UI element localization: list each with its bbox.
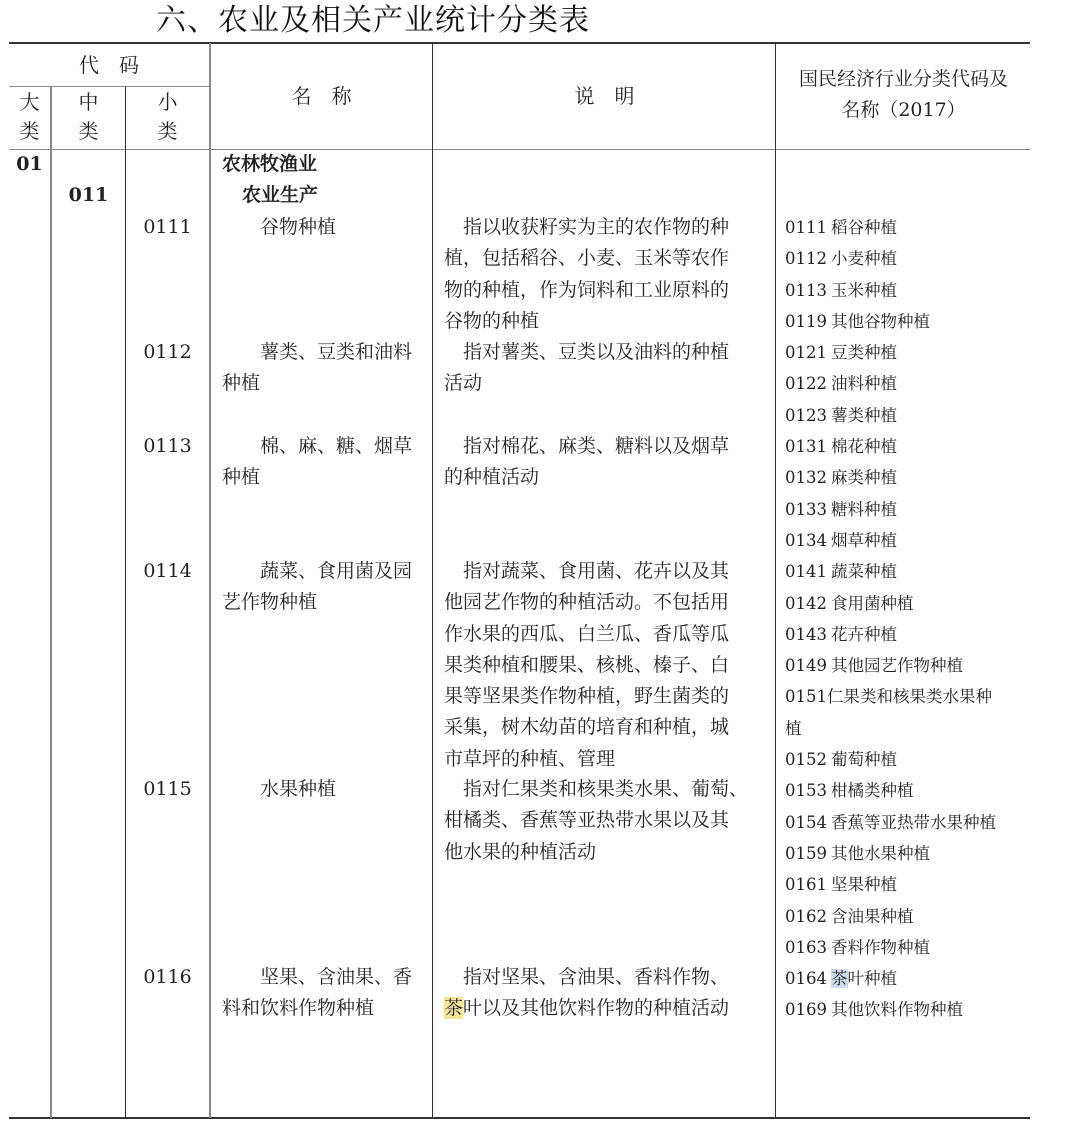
industry-name: 含油果种植 [831,906,914,926]
industry-code-item [785,462,1025,493]
col-divider-desc [775,43,776,1118]
header-name: 名 称 [291,84,352,108]
description-line: 他水果的种植活动 [444,840,597,863]
industry-code: 0132 [785,468,827,488]
industry-name: 其他谷物种植 [831,311,930,331]
industry-name: 香料作物种植 [831,937,930,957]
industry-code: 0122 [785,374,827,394]
medium-code: 011 [68,184,109,206]
header-medium-line1: 中 [78,90,99,114]
minor-name [222,962,424,1025]
industry-code-item [785,963,1025,994]
description-line: 指对仁果类和核果类水果、葡萄、 [463,778,749,800]
industry-name: 糖料种植 [831,499,897,519]
industry-code-item [785,243,1025,274]
industry-name-continued: 植 [785,718,802,738]
industry-code-item [785,588,1025,619]
description-line: 柑橘类、香蕉等亚热带水果以及其 [444,809,730,832]
description-line [444,993,769,1024]
description-line: 指对棉花、麻类、糖料以及烟草 [463,435,730,457]
description-line: 指对蔬菜、食用菌、花卉以及其 [463,560,730,582]
minor-description [444,212,769,337]
description-line: 植，包括稻谷、小麦、玉米等农作 [444,247,730,270]
industry-name: 其他水果种植 [831,843,930,863]
industry-code-item [785,556,1025,587]
industry-code: 0143 [785,624,827,644]
header-industry [777,64,1030,126]
minor-name-line: 种植 [222,372,261,395]
minor-description [444,556,769,775]
industry-name: 烟草种植 [831,530,897,550]
industry-code: 0111 [785,218,827,237]
industry-code-item [785,212,1025,243]
industry-code-item [785,932,1025,963]
text-highlight[interactable]: 茶 [444,997,464,1020]
industry-code-item [785,744,1025,775]
industry-code-item [785,525,1025,556]
industry-code-item [785,775,1025,806]
industry-name: 坚果种植 [831,875,897,895]
industry-code-item [785,306,1025,337]
page-title [0,0,1076,42]
industry-code: 0131 [785,437,827,457]
industry-code: 0161 [785,875,827,895]
table-top-rule [9,42,1030,44]
industry-code: 0123 [785,405,827,425]
industry-code: 0141 [785,562,827,582]
minor-name-line: 料和饮料作物种植 [222,997,375,1020]
industry-code-item [785,368,1025,399]
medium-name: 农业生产 [242,184,319,206]
industry-name: 油料种植 [831,374,897,394]
industry-code: 0112 [785,249,827,269]
industry-name: 其他饮料作物种植 [831,1000,963,1020]
minor-code: 0113 [143,435,192,457]
code-group-rule [9,86,210,87]
minor-name-line: 蔬菜、食用菌及园 [260,560,413,582]
major-code: 01 [16,153,43,175]
industry-code-item [785,275,1025,306]
col-divider-major [50,87,52,1118]
minor-name [222,556,424,619]
major-name: 农林牧渔业 [222,153,318,175]
minor-name [222,337,424,400]
description-line: 果类种植和腰果、核桃、榛子、白 [444,653,730,676]
industry-code-item [785,838,1025,869]
description-line: 活动 [444,372,483,395]
industry-name: 豆类种植 [831,343,897,363]
minor-name-line: 水果种植 [260,778,337,800]
industry-code: 0169 [785,1000,827,1020]
industry-name: 花卉种植 [831,624,897,644]
minor-code: 0111 [143,216,192,238]
header-industry-line2: 名称（2017） [841,99,966,121]
description-line: 指以收获籽实为主的农作物的种 [463,216,730,238]
industry-code-item [785,994,1025,1025]
industry-code-item [785,431,1025,462]
minor-name [222,431,424,494]
industry-code: 0121 [785,343,827,363]
industry-code-item [785,494,1025,525]
industry-name: 葡萄种植 [831,750,897,770]
minor-code: 0116 [143,966,192,988]
description-line: 物的种植，作为饲料和工业原料的 [444,278,730,301]
header-major [9,88,50,146]
industry-code: 0159 [785,843,827,863]
minor-description [444,431,769,494]
industry-code: 0113 [785,280,827,300]
industry-code-item [785,901,1025,932]
header-major-line1: 大 [19,90,40,114]
text-highlight[interactable]: 茶 [831,969,848,989]
page-title-text: 六、农业及相关产业统计分类表 [156,3,590,38]
header-medium [52,88,125,146]
industry-code: 0164 [785,969,827,989]
industry-code-item [785,619,1025,650]
header-major-line2: 类 [19,119,40,143]
description-line: 指对坚果、含油果、香料作物、 [463,966,730,988]
description-line: 他园艺作物的种植活动。不包括用 [444,591,730,614]
description-line: 谷物的种植 [444,309,540,332]
industry-code-item [785,400,1025,431]
minor-name-line: 棉、麻、糖、烟草 [260,435,413,457]
industry-name: 玉米种植 [831,280,897,300]
industry-name: 柑橘类种植 [831,781,914,801]
description-line: 果等坚果类作物种植，野生菌类的 [444,685,730,708]
header-code-group: 代 码 [79,53,139,77]
industry-code-list [785,212,1025,1026]
description-text: 叶以及其他饮料作物的种植活动 [463,997,730,1020]
minor-description [444,337,769,400]
col-divider-minor [209,43,211,1118]
col-divider-name [432,43,433,1118]
industry-code-item [785,337,1025,368]
description-line: 作水果的西瓜、白兰瓜、香瓜等瓜 [444,622,730,645]
industry-code-item [785,650,1025,681]
industry-name: 薯类种植 [831,405,897,425]
industry-code-item [785,869,1025,900]
description-line: 的种植活动 [444,466,540,489]
header-minor-line2: 类 [157,119,178,143]
header-medium-line2: 类 [78,119,99,143]
minor-code: 0115 [143,778,192,800]
minor-name-line: 种植 [222,466,261,489]
industry-code: 0142 [785,593,827,613]
industry-name: 小麦种植 [831,249,897,269]
minor-name [222,774,424,805]
industry-code: 0153 [785,781,827,801]
industry-code-item [785,807,1025,838]
minor-name [222,212,424,243]
industry-code: 0154 [785,812,827,832]
minor-code: 0112 [143,341,192,363]
minor-name-line: 谷物种植 [260,216,337,238]
industry-name: 蔬菜种植 [831,562,897,582]
industry-name: 食用菌种植 [831,593,914,613]
industry-code: 0119 [785,311,827,331]
minor-description [444,962,769,1025]
industry-name: 其他园艺作物种植 [831,656,963,676]
description-line: 市草坪的种植、管理 [444,747,616,770]
industry-code: 0133 [785,499,827,519]
industry-name: 叶种植 [847,969,897,989]
industry-code: 0149 [785,656,827,676]
header-description: 说 明 [574,84,635,108]
industry-name: 稻谷种植 [831,218,897,237]
header-minor-line1: 小 [157,90,178,114]
industry-code: 0162 [785,906,827,926]
industry-code: 0163 [785,937,827,957]
minor-name-line: 坚果、含油果、香 [260,966,413,988]
minor-name-line: 艺作物种植 [222,591,318,614]
industry-name: 仁果类和核果类水果种 [827,687,992,707]
industry-name: 香蕉等亚热带水果种植 [831,812,996,832]
description-line: 指对薯类、豆类以及油料的种植 [463,341,730,363]
description-line: 采集，树木幼苗的培育和种植，城 [444,716,730,739]
header-bottom-rule [9,149,1030,150]
minor-name-line: 薯类、豆类和油料 [260,341,413,363]
industry-name: 棉花种植 [831,437,897,457]
industry-name: 麻类种植 [831,468,897,488]
table-bottom-rule [9,1117,1030,1119]
industry-code: 0134 [785,530,827,550]
industry-code-item [785,681,1025,744]
header-industry-line1: 国民经济行业分类代码及 [798,68,1008,90]
industry-code: 0151 [785,687,827,707]
minor-description [444,774,769,868]
industry-code: 0152 [785,750,827,770]
header-minor [126,88,209,146]
minor-code: 0114 [143,560,192,582]
